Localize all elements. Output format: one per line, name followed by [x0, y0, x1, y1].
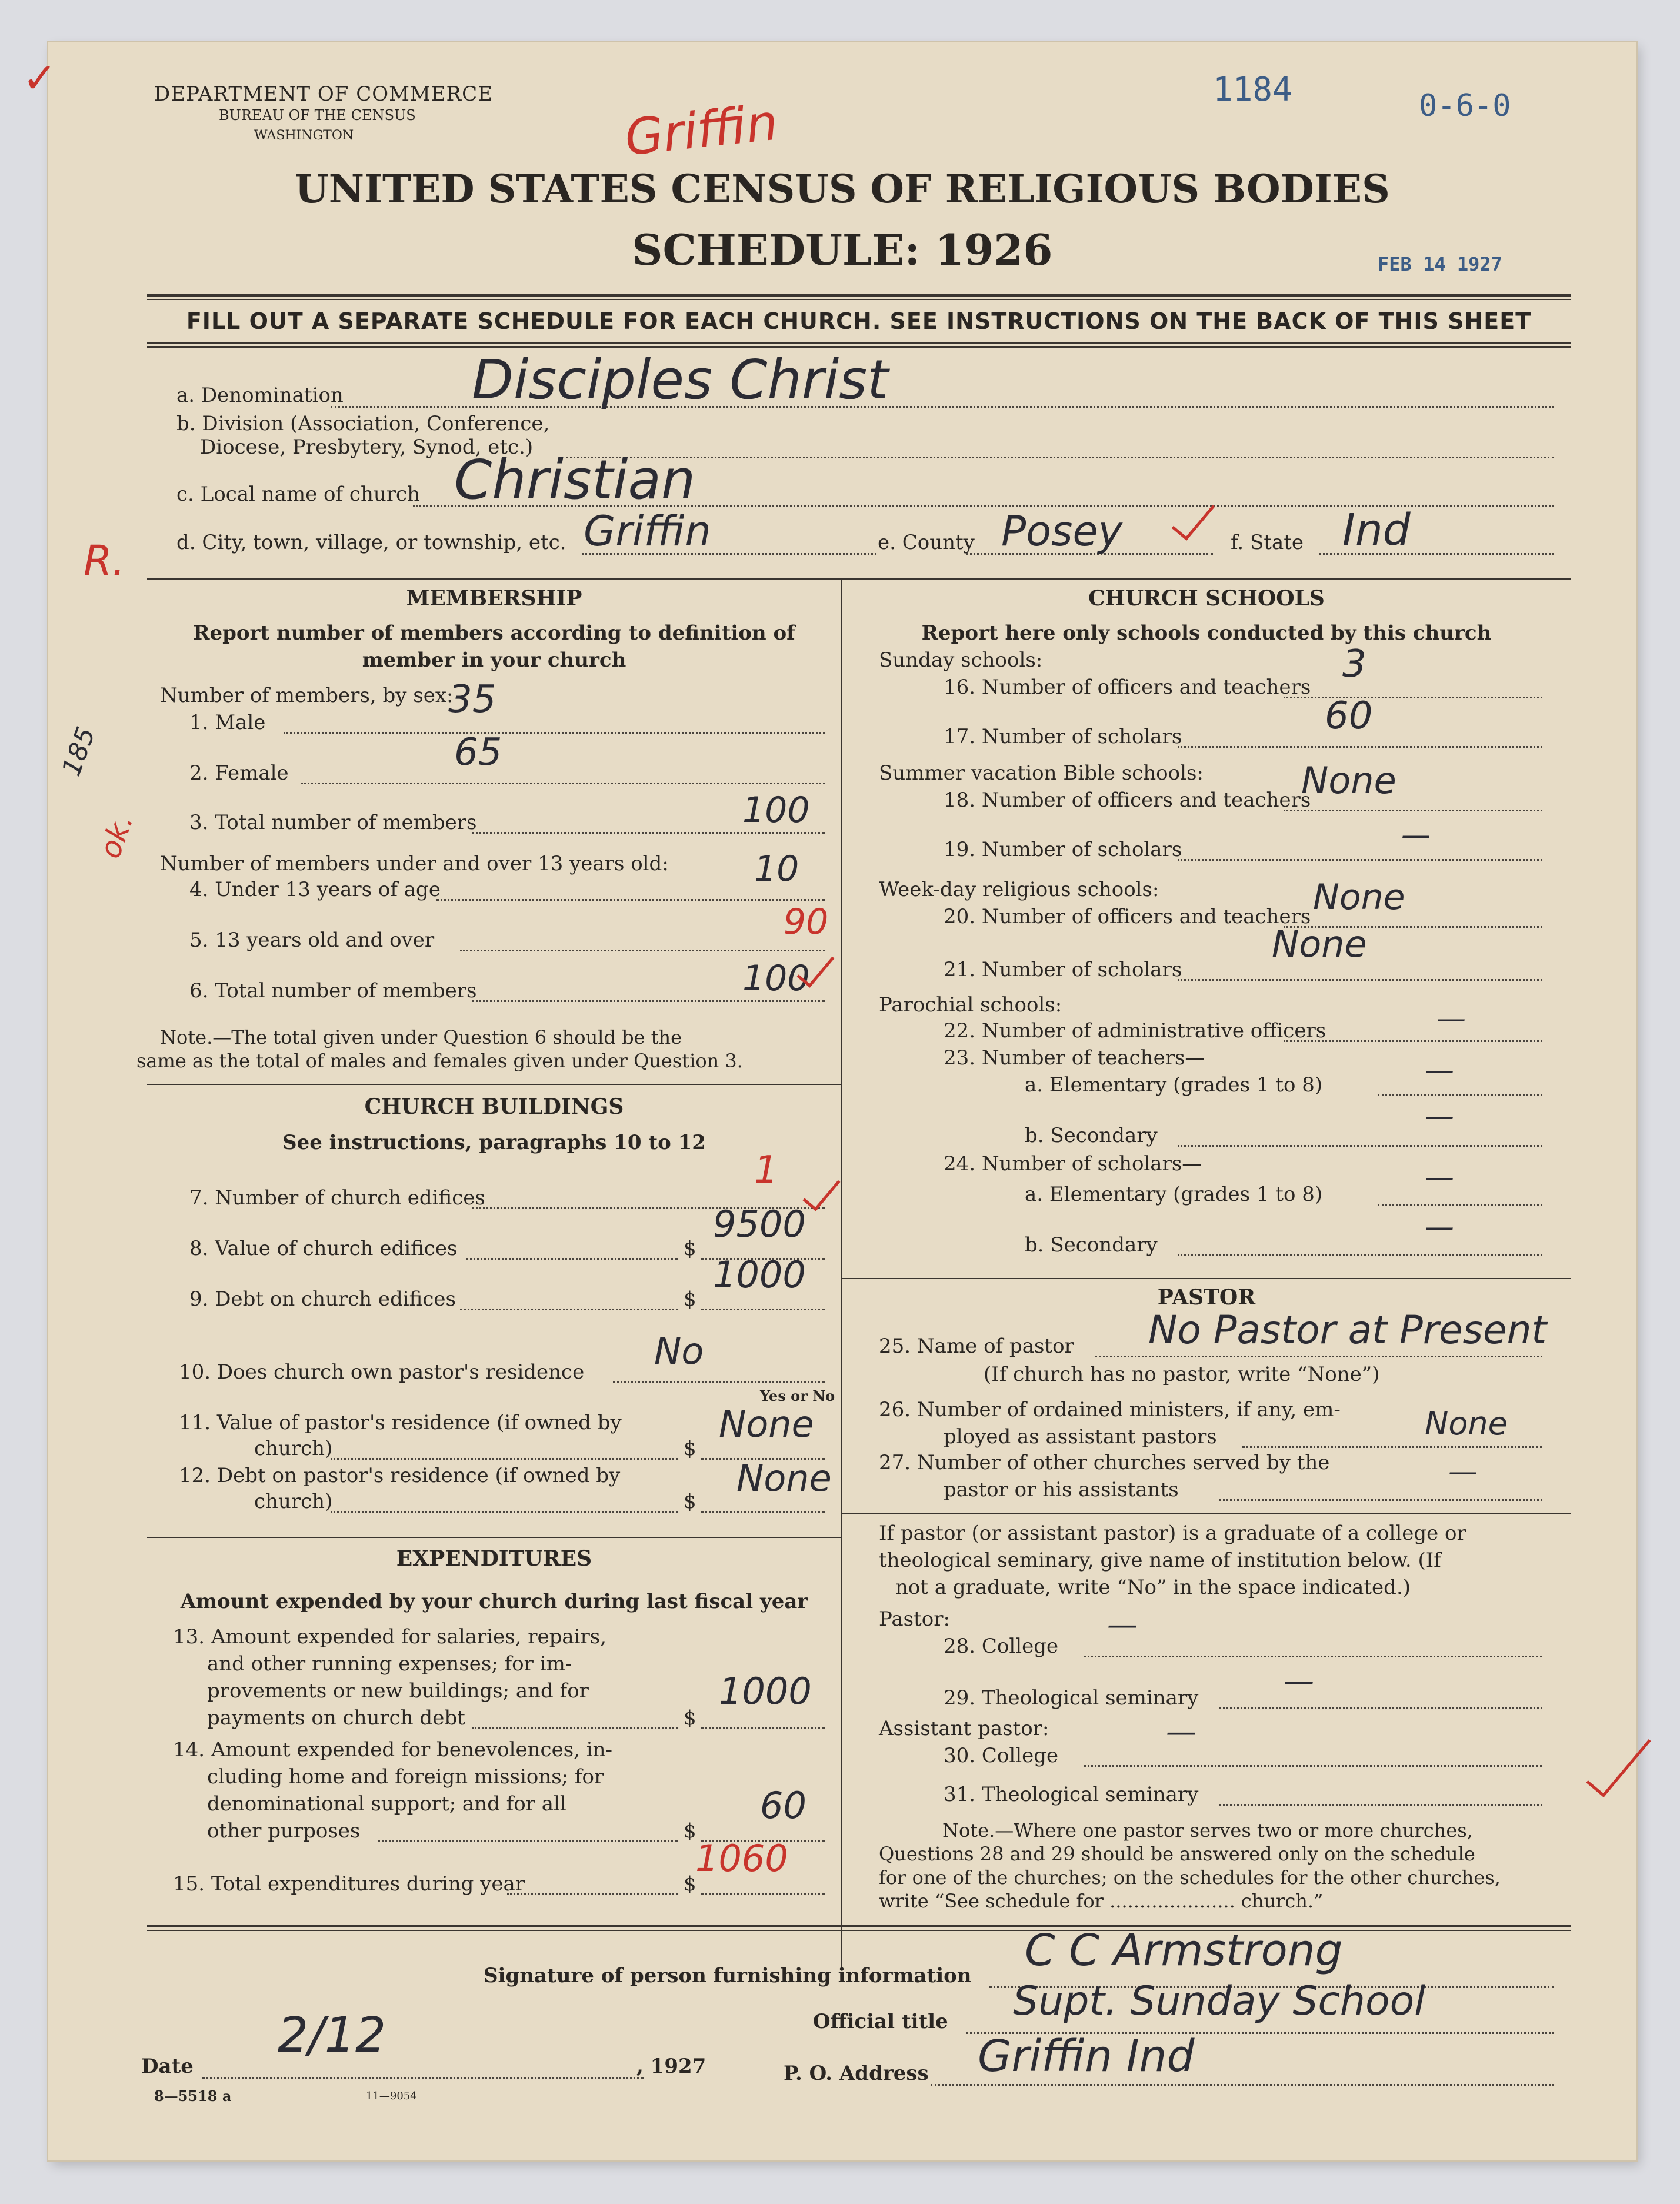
county-value[interactable]: Posey [1001, 507, 1123, 555]
q8-value[interactable]: 9500 [713, 1203, 806, 1246]
q3-label: 3. Total number of members [189, 811, 477, 834]
date-year: , 1927 [636, 2055, 706, 2078]
margin-ok-note: ok. [92, 809, 140, 863]
q15-dollar: $ [684, 1872, 696, 1896]
q13-label: 13. Amount expended for salaries, repairs, [173, 1625, 607, 1649]
date-label: Date [141, 2055, 194, 2078]
q14-label-3: denominational support; and for all [207, 1792, 566, 1816]
q30-label: 30. College [944, 1744, 1059, 1767]
q21-value[interactable]: None [1272, 923, 1367, 966]
census-schedule-sheet [22, 42, 1636, 2160]
under-over-label: Number of members under and over 13 years old: [160, 852, 669, 875]
graduate-instruction-3: not a graduate, write “No” in the space indicated.) [895, 1576, 1411, 1599]
q21-label: 21. Number of scholars [944, 958, 1182, 981]
q22-value[interactable]: — [1436, 1001, 1466, 1036]
bureau-city: WASHINGTON [254, 128, 354, 143]
q11-label-cont: church) [254, 1437, 333, 1460]
q1-label: 1. Male [189, 711, 266, 734]
membership-note-2: same as the total of males and females given under Question 3. [136, 1050, 743, 1072]
official-title-label: Official title [813, 2010, 948, 2033]
q23b-value[interactable]: — [1425, 1099, 1454, 1133]
pastor-note-4: write “See schedule for ..................... church.” [879, 1890, 1324, 1912]
schools-heading: CHURCH SCHOOLS [1088, 586, 1325, 611]
q13-dollar: $ [684, 1706, 696, 1730]
official-title-value[interactable]: Supt. Sunday School [1013, 1978, 1426, 2025]
q11-label: 11. Value of pastor's residence (if owned by [179, 1411, 622, 1434]
q30-value[interactable]: — [1166, 1714, 1196, 1750]
q27-value[interactable]: — [1448, 1454, 1478, 1489]
handwritten-town-name: Griffin [622, 93, 781, 167]
state-label: f. State [1231, 531, 1304, 554]
division-label: b. Division (Association, Conference, [176, 412, 550, 435]
q11-value[interactable]: None [719, 1403, 814, 1446]
graduate-instruction-2: theological seminary, give name of institution below. (If [879, 1549, 1441, 1572]
po-address-value[interactable]: Griffin Ind [978, 2031, 1195, 2082]
local-name-label: c. Local name of church [176, 482, 420, 506]
graduate-instruction-1: If pastor (or assistant pastor) is a graduate of a college or [879, 1522, 1466, 1545]
date-value[interactable]: 2/12 [278, 2007, 386, 2063]
q10-value[interactable]: No [654, 1330, 704, 1373]
q29-value[interactable]: — [1284, 1664, 1314, 1699]
q28-value[interactable]: — [1107, 1607, 1138, 1643]
q24-label: 24. Number of scholars— [944, 1152, 1202, 1176]
q23a-value[interactable]: — [1425, 1053, 1454, 1087]
q25-label: 25. Name of pastor [879, 1334, 1074, 1358]
q13-label-4: payments on church debt [207, 1706, 465, 1730]
assistant-pastor-subheading: Assistant pastor: [879, 1717, 1049, 1740]
q10-label: 10. Does church own pastor's residence [179, 1360, 585, 1384]
q6-value[interactable]: 100 [742, 958, 810, 999]
q15-label: 15. Total expenditures during year [173, 1872, 525, 1896]
membership-heading: MEMBERSHIP [406, 586, 582, 611]
q12-dollar: $ [684, 1490, 696, 1513]
signature-label: Signature of person furnishing information [484, 1964, 972, 1987]
yes-no-hint: Yes or No [760, 1387, 835, 1404]
fill-out-instruction: FILL OUT A SEPARATE SCHEDULE FOR EACH CHURCH. SEE INSTRUCTIONS ON THE BACK OF THIS SHEET [186, 308, 1532, 334]
q17-label: 17. Number of scholars [944, 725, 1182, 748]
q29-label: 29. Theological seminary [944, 1686, 1199, 1710]
q8-dollar: $ [684, 1237, 696, 1260]
weekday-schools-label: Week-day religious schools: [879, 878, 1159, 901]
q24a-value[interactable]: — [1425, 1160, 1454, 1194]
q20-label: 20. Number of officers and teachers [944, 905, 1311, 928]
q14-value[interactable]: 60 [760, 1784, 806, 1827]
q12-value[interactable]: None [736, 1457, 832, 1500]
expenditures-heading: EXPENDITURES [396, 1546, 592, 1571]
q23a-label: a. Elementary (grades 1 to 8) [1025, 1073, 1323, 1097]
q26-label: 26. Number of ordained ministers, if any, em- [879, 1398, 1341, 1421]
county-label: e. County [878, 531, 975, 554]
city-label: d. City, town, village, or township, etc. [176, 531, 566, 554]
q3-value[interactable]: 100 [742, 790, 810, 831]
membership-sub1: Report number of members according to definition of [193, 621, 795, 645]
q20-value[interactable]: None [1313, 877, 1405, 918]
buildings-sub: See instructions, paragraphs 10 to 12 [282, 1131, 706, 1154]
q19-value[interactable]: — [1401, 818, 1431, 852]
state-value[interactable]: Ind [1342, 505, 1411, 555]
q14-dollar: $ [684, 1819, 696, 1843]
q17-value[interactable]: 60 [1325, 694, 1373, 738]
pastor-note-1: Note.—Where one pastor serves two or more churches, [942, 1819, 1473, 1842]
q22-label: 22. Number of administrative officers [944, 1019, 1326, 1043]
q13-label-3: provements or new buildings; and for [207, 1679, 589, 1703]
expenditures-sub: Amount expended by your church during last fiscal year [180, 1590, 808, 1613]
q28-label: 28. College [944, 1634, 1059, 1658]
q16-label: 16. Number of officers and teachers [944, 675, 1311, 699]
q14-label-2: cluding home and foreign missions; for [207, 1765, 604, 1789]
q11-dollar: $ [684, 1437, 696, 1460]
q12-label: 12. Debt on pastor's residence (if owned by [179, 1464, 621, 1487]
q25-value[interactable]: No Pastor at Present [1148, 1307, 1547, 1353]
q7-value[interactable]: 1 [754, 1148, 778, 1192]
po-address-label: P. O. Address [784, 2062, 929, 2085]
bureau-name: BUREAU OF THE CENSUS [219, 107, 416, 124]
q26-value[interactable]: None [1425, 1405, 1508, 1442]
sunday-schools-label: Sunday schools: [879, 648, 1043, 672]
form-subtitle: SCHEDULE: 1926 [632, 225, 1053, 275]
q25-note: (If church has no pastor, write “None”) [984, 1363, 1380, 1386]
parochial-schools-label: Parochial schools: [879, 993, 1062, 1017]
denomination-label: a. Denomination [176, 384, 344, 407]
department-name: DEPARTMENT OF COMMERCE [154, 82, 493, 106]
margin-check-mark: ✓ [22, 54, 57, 102]
q9-label: 9. Debt on church edifices [189, 1287, 456, 1311]
q24b-value[interactable]: — [1425, 1210, 1454, 1244]
pastor-note-2: Questions 28 and 29 should be answered only on the schedule [879, 1843, 1475, 1865]
q4-value[interactable]: 10 [754, 848, 799, 890]
q15-value[interactable]: 1060 [695, 1837, 788, 1880]
division-label-cont: Diocese, Presbytery, Synod, etc.) [200, 435, 534, 459]
buildings-heading: CHURCH BUILDINGS [364, 1094, 624, 1119]
code-stamp: 0-6-0 [1419, 88, 1511, 124]
signature-value[interactable]: C C Armstrong [1025, 1925, 1343, 1976]
q6-label: 6. Total number of members [189, 979, 477, 1003]
margin-185-note: 185 [56, 723, 102, 780]
received-date-stamp: FEB 14 1927 [1378, 253, 1502, 275]
form-number: 8—5518 a [154, 2088, 232, 2105]
q13-value[interactable]: 1000 [719, 1670, 812, 1713]
q18-value[interactable]: None [1301, 759, 1396, 802]
margin-r-mark: R. [84, 537, 125, 585]
q9-value[interactable]: 1000 [713, 1253, 806, 1296]
q4-label: 4. Under 13 years of age [189, 878, 441, 901]
q23-label: 23. Number of teachers— [944, 1046, 1205, 1070]
print-number: 11—9054 [366, 2090, 417, 2102]
q2-label: 2. Female [189, 761, 289, 785]
q27-label: 27. Number of other churches served by the [879, 1451, 1330, 1474]
pastor-subheading: Pastor: [879, 1607, 950, 1631]
q5-label: 5. 13 years old and over [189, 928, 435, 952]
stamp-number: 1184 [1213, 71, 1292, 109]
pastor-note-3: for one of the churches; on the schedules for the other churches, [879, 1866, 1501, 1889]
pastor-heading: PASTOR [1157, 1285, 1256, 1310]
membership-sub2: member in your church [362, 648, 626, 672]
q12-label-cont: church) [254, 1490, 333, 1513]
q2-value[interactable]: 65 [454, 731, 502, 774]
q19-label: 19. Number of scholars [944, 838, 1182, 861]
q18-label: 18. Number of officers and teachers [944, 788, 1311, 812]
q8-label: 8. Value of church edifices [189, 1237, 458, 1260]
q5-value[interactable]: 90 [784, 901, 829, 943]
q31-label: 31. Theological seminary [944, 1783, 1199, 1806]
q27-label-cont: pastor or his assistants [944, 1478, 1179, 1501]
summer-schools-label: Summer vacation Bible schools: [879, 761, 1204, 785]
schools-sub: Report here only schools conducted by this church [921, 621, 1492, 645]
q1-value[interactable]: 35 [448, 678, 496, 721]
q26-label-cont: ployed as assistant pastors [944, 1425, 1217, 1449]
q23b-label: b. Secondary [1025, 1124, 1158, 1147]
form-title: UNITED STATES CENSUS OF RELIGIOUS BODIES [295, 166, 1390, 212]
denomination-value[interactable]: Disciples Christ [472, 348, 889, 411]
q24a-label: a. Elementary (grades 1 to 8) [1025, 1183, 1323, 1206]
q24b-label: b. Secondary [1025, 1233, 1158, 1257]
q7-label: 7. Number of church edifices [189, 1186, 485, 1210]
q16-value[interactable]: 3 [1342, 642, 1366, 686]
q13-label-2: and other running expenses; for im- [207, 1652, 572, 1676]
q9-dollar: $ [684, 1287, 696, 1311]
q14-label-4: other purposes [207, 1819, 361, 1843]
city-value[interactable]: Griffin [584, 507, 711, 555]
local-name-value[interactable]: Christian [454, 448, 696, 511]
q14-label: 14. Amount expended for benevolences, in- [173, 1738, 613, 1762]
membership-note-1: Note.—The total given under Question 6 should be the [160, 1026, 682, 1048]
by-sex-label: Number of members, by sex: [160, 684, 454, 707]
